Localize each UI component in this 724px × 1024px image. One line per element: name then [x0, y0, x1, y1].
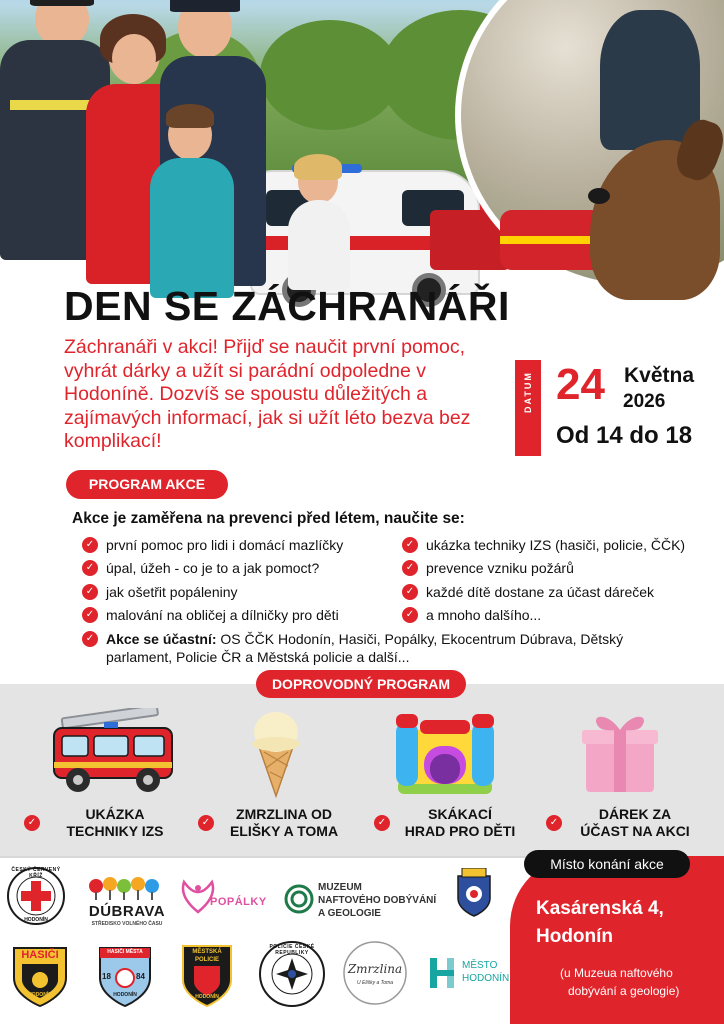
logo-zmrzlina-text: Zmrzlina — [347, 962, 403, 976]
check-icon: ✓ — [82, 584, 98, 600]
logo-dubrava-text: DÚBRAVA — [88, 903, 166, 920]
list-item: ✓ malování na obličej a dílničky pro děti — [82, 604, 402, 628]
feature-item: ✓ ZMRZLINA OD ELIŠKY A TOMA — [198, 806, 348, 840]
logo-hasici2-year2: 84 — [136, 972, 145, 981]
logo-hasici2-top: HASIČI MĚSTA — [107, 949, 143, 955]
check-icon: ✓ — [24, 815, 40, 831]
logo-cck — [6, 866, 66, 926]
museum-icon — [284, 884, 314, 914]
logo-mesto-line1: MĚSTO — [462, 960, 498, 971]
check-icon: ✓ — [82, 560, 98, 576]
list-item: ✓ prevence vzniku požárů — [402, 557, 722, 581]
participants-label: Akce se účastní: — [106, 631, 217, 647]
bouncy-castle-icon — [390, 706, 500, 798]
list-item: ✓ jak ošetřit popáleniny — [82, 580, 402, 604]
page-title: DEN SE ZÁCHRANÁŘI — [64, 283, 510, 329]
check-icon: ✓ — [374, 815, 390, 831]
logo-mesto-hodonin — [428, 956, 512, 992]
venue-note-line2: dobývání a geologie) — [568, 984, 680, 998]
logo-dubrava-sub: STŘEDISKO VOLNÉHO ČASU — [91, 921, 163, 927]
program-label: PROGRAM AKCE — [66, 470, 228, 499]
check-icon: ✓ — [402, 607, 418, 623]
venue-address-line2: Hodonín — [536, 926, 614, 947]
hero-banner — [0, 0, 724, 330]
logo-mp-line2: POLICIE — [194, 957, 219, 963]
program-list-left — [82, 533, 402, 627]
check-icon: ✓ — [402, 537, 418, 553]
logo-hodonin-crest — [456, 868, 492, 918]
list-item: ✓ první pomoc pro lidi i domácí mazlíčky — [82, 533, 402, 557]
intro-text: Záchranáři v akci! Přijď se naučit první pomoc, vyhrát dárky a užít si parádní odpoledne v Hodoníně. Dozvíš se spoustu důležitých a zajímavých informací, jak si užít léto bezva bez komplikací! — [64, 336, 471, 452]
check-icon: ✓ — [546, 815, 562, 831]
logo-popalky — [178, 876, 270, 924]
program-lead: Akce je zaměřena na prevenci před létem, naučite se: — [72, 510, 465, 527]
date-month: Května — [624, 364, 695, 387]
logo-cck-text: ČESKÝ ČERVENÝ KŘÍŽ — [11, 867, 61, 879]
support-program-label: DOPROVODNÝ PROGRAM — [256, 670, 466, 698]
logo-hasici — [10, 942, 70, 1008]
date-year: 2026 — [623, 391, 666, 412]
logo-cck-sub: HODONÍN — [24, 917, 48, 923]
ice-cream-icon — [246, 706, 306, 798]
gift-icon — [578, 706, 662, 796]
program-list-right — [402, 533, 722, 627]
logo-policie-cr — [258, 940, 326, 1008]
logo-hasici2-sub: HODONÍN — [113, 992, 137, 998]
dog-nose — [588, 188, 610, 204]
crest-icon — [456, 868, 492, 918]
logo-hasici-sub: HODONÍN — [28, 992, 52, 998]
list-item: ✓ úpal, úžeh - co je to a jak pomoct? — [82, 557, 402, 581]
venue-label: Místo konání akce — [524, 850, 690, 878]
tree — [260, 20, 400, 130]
logo-zmrzlina — [342, 940, 408, 1006]
feature-item: ✓ DÁREK ZA ÚČAST NA AKCI — [546, 806, 702, 840]
date-day: 24 — [556, 360, 605, 409]
logo-mestska-policie — [180, 942, 234, 1008]
logo-mp-line1: MĚSTSKÁ — [192, 949, 222, 955]
logo-museum-line3: A GEOLOGIE — [318, 908, 381, 919]
logo-hasici2-year1: 18 — [102, 972, 111, 981]
fire-truck-icon — [48, 708, 178, 796]
logo-dubrava — [86, 876, 168, 926]
check-icon: ✓ — [402, 560, 418, 576]
logo-mp-sub: HODONÍN — [195, 994, 219, 1000]
logo-mesto-line2: HODONÍN — [462, 973, 510, 984]
date-label: DATUM — [523, 371, 533, 413]
list-item: ✓ ukázka techniky IZS (hasiči, policie, ČČK) — [402, 533, 722, 557]
check-icon: ✓ — [82, 607, 98, 623]
logo-hasici-text: HASIČI — [21, 949, 59, 961]
tree-row-icon — [86, 876, 168, 902]
venue-note-line1: (u Muzeua naftového — [560, 966, 673, 980]
town-h-icon — [428, 956, 456, 990]
logo-hasici-mesta — [96, 942, 154, 1008]
check-icon: ✓ — [82, 631, 98, 647]
logo-museum — [284, 882, 454, 922]
venue-address-line1: Kasárenská 4, — [536, 898, 664, 919]
list-item: ✓ každé dítě dostane za účast dáreček — [402, 580, 722, 604]
logo-zmrzlina-sub: U Elišky a Toma — [357, 980, 393, 986]
list-item: ✓ a mnoho dalšího... — [402, 604, 722, 628]
feature-item: ✓ SKÁKACÍ HRAD PRO DĚTI — [374, 806, 524, 840]
check-icon: ✓ — [198, 815, 214, 831]
participants-text: OS ČČK Hodonín, Hasiči, Popálky, Ekocentrum Dúbrava, Dětský parlament, Policie ČR a Městská policie a další... — [106, 631, 624, 665]
participants — [82, 630, 682, 666]
rescuer-kneeling — [600, 10, 700, 150]
logo-museum-line2: NAFTOVÉHO DOBÝVÁNÍ — [318, 895, 437, 906]
date-time: Od 14 do 18 — [556, 422, 693, 449]
logo-policie-text: POLICIE ČESKÉ REPUBLIKY — [269, 944, 315, 956]
logo-museum-line1: MUZEUM — [318, 882, 362, 893]
check-icon: ✓ — [82, 537, 98, 553]
feature-item: ✓ UKÁZKA TECHNIKY IZS — [24, 806, 184, 840]
logo-popalky-text: POPÁLKY — [210, 896, 267, 908]
check-icon: ✓ — [402, 584, 418, 600]
